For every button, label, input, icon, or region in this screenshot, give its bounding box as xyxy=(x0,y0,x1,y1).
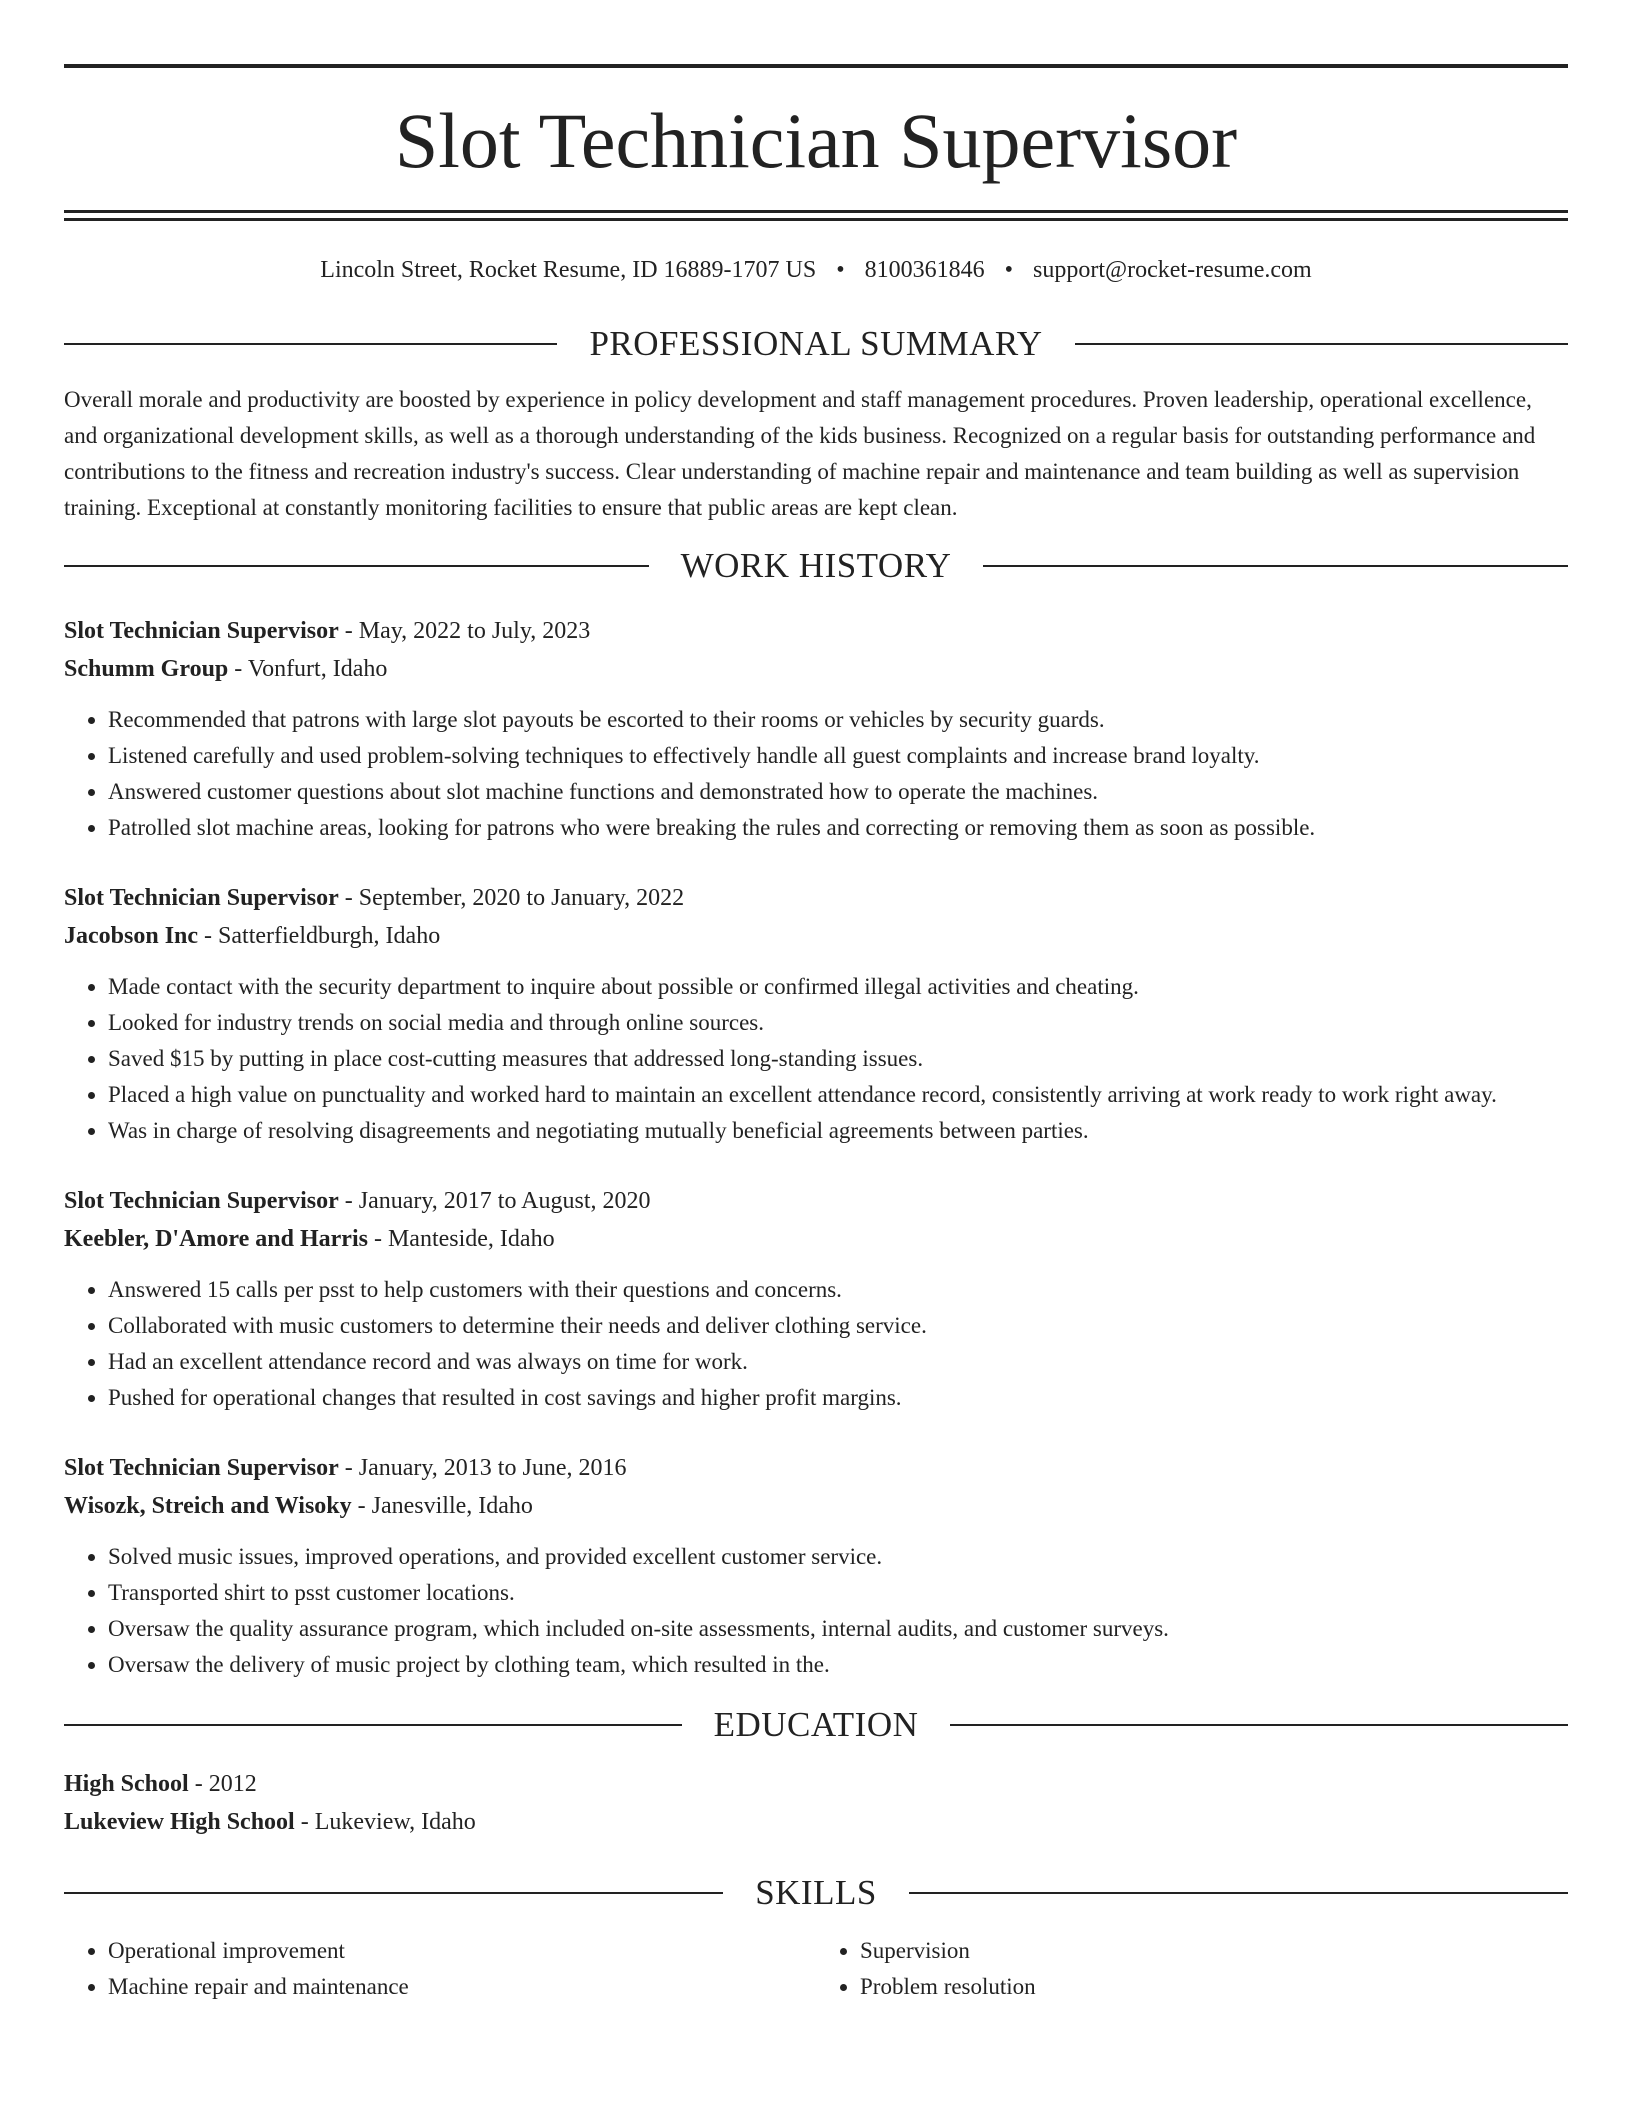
job-entry xyxy=(64,1449,1568,1683)
job-location: - Janesville, Idaho xyxy=(351,1493,533,1519)
job-dates: - January, 2017 to August, 2020 xyxy=(338,1188,651,1214)
job-bullet: • Collaborated with music customers to determine their needs and deliver clothing service. xyxy=(108,1308,1568,1344)
job-company: Keebler, D'Amore and Harris xyxy=(64,1226,368,1252)
job-dates: - September, 2020 to January, 2022 xyxy=(338,885,685,911)
job-entry xyxy=(64,1182,1568,1416)
job-bullet: • Answered 15 calls per psst to help customers with their questions and concerns. xyxy=(108,1272,1568,1308)
skill-item: • Supervision xyxy=(860,1933,1568,1969)
job-bullets xyxy=(64,1272,1568,1416)
education-location: - Lukeview, Idaho xyxy=(294,1809,476,1835)
job-bullets xyxy=(64,702,1568,846)
job-bullet: • Saved $15 by putting in place cost-cutting measures that addressed long-standing issues. xyxy=(108,1041,1568,1077)
job-title: Slot Technician Supervisor xyxy=(64,1188,339,1214)
job-title-line xyxy=(64,1449,1568,1487)
job-company-line xyxy=(64,917,1568,955)
job-company-line xyxy=(64,1220,1568,1258)
summary-heading-label: PROFESSIONAL SUMMARY xyxy=(589,324,1043,363)
education-degree: High School xyxy=(64,1771,189,1797)
job-bullet: • Had an excellent attendance record and was always on time for work. xyxy=(108,1344,1568,1380)
education-year: - 2012 xyxy=(188,1771,257,1797)
job-bullet: • Listened carefully and used problem-solving techniques to effectively handle all guest complaints and increase brand loyalty. xyxy=(108,738,1568,774)
job-bullet: • Answered customer questions about slot machine functions and demonstrated how to operate the machines. xyxy=(108,774,1568,810)
job-title-line xyxy=(64,879,1568,917)
heading-rule xyxy=(950,1724,1568,1726)
education-heading xyxy=(64,1705,1568,1745)
contact-email: support@rocket-resume.com xyxy=(1033,257,1312,283)
job-entry xyxy=(64,612,1568,846)
job-list xyxy=(64,612,1568,1683)
education-school: Lukeview High School xyxy=(64,1809,295,1835)
job-bullet: • Oversaw the delivery of music project by clothing team, which resulted in the. xyxy=(108,1647,1568,1683)
job-location: - Satterfieldburgh, Idaho xyxy=(198,923,441,949)
job-company: Wisozk, Streich and Wisoky xyxy=(64,1493,352,1519)
double-rule xyxy=(64,210,1568,221)
contact-phone: 8100361846 xyxy=(864,257,985,283)
job-bullet: • Was in charge of resolving disagreements and negotiating mutually beneficial agreements between parties. xyxy=(108,1113,1568,1149)
job-company-line xyxy=(64,1487,1568,1525)
job-entry xyxy=(64,879,1568,1149)
job-company: Schumm Group xyxy=(64,656,229,682)
heading-rule xyxy=(64,1892,723,1894)
work-heading xyxy=(64,546,1568,586)
job-bullets xyxy=(64,1539,1568,1683)
job-bullet: • Recommended that patrons with large slot payouts be escorted to their rooms or vehicles by security guards. xyxy=(108,702,1568,738)
skills-heading xyxy=(64,1873,1568,1913)
job-title: Slot Technician Supervisor xyxy=(64,885,339,911)
education-school-line xyxy=(64,1803,1568,1841)
job-location: - Manteside, Idaho xyxy=(367,1226,555,1252)
skill-item: • Problem resolution xyxy=(860,1969,1568,2005)
education-entry xyxy=(64,1765,1568,1841)
skill-item: • Machine repair and maintenance xyxy=(108,1969,816,2005)
summary-text: Overall morale and productivity are boosted by experience in policy development and staff management procedures. Proven leadership, operational excellence, and organizational development skills, as well as a thorough understanding of the kids business. Recognized on a regular basis for outstanding performance and contributions to the fitness and recreation industry's success. Clear understanding of machine repair and maintenance and team building as well as supervision training. Exceptional at constantly monitoring facilities to ensure that public areas are kept clean. xyxy=(64,387,1536,520)
job-location: - Vonfurt, Idaho xyxy=(228,656,388,682)
heading-rule xyxy=(1075,343,1568,345)
contact-separator: • xyxy=(836,257,845,283)
heading-rule xyxy=(983,565,1568,567)
heading-rule xyxy=(64,343,557,345)
job-dates: - May, 2022 to July, 2023 xyxy=(338,618,591,644)
job-bullet: • Solved music issues, improved operations, and provided excellent customer service. xyxy=(108,1539,1568,1575)
job-bullet: • Transported shirt to psst customer locations. xyxy=(108,1575,1568,1611)
heading-rule xyxy=(64,1724,682,1726)
skills-column-left xyxy=(64,1933,816,2005)
job-bullet: • Made contact with the security department to inquire about possible or confirmed illegal activities and cheating. xyxy=(108,969,1568,1005)
contact-address: Lincoln Street, Rocket Resume, ID 16889-1707 US xyxy=(320,257,817,283)
job-bullet: • Pushed for operational changes that resulted in cost savings and higher profit margins. xyxy=(108,1380,1568,1416)
heading-rule xyxy=(909,1892,1568,1894)
job-bullet: • Patrolled slot machine areas, looking for patrons who were breaking the rules and correcting or removing them as soon as possible. xyxy=(108,810,1568,846)
job-title: Slot Technician Supervisor xyxy=(64,618,339,644)
job-title: Slot Technician Supervisor xyxy=(64,1455,339,1481)
summary-heading xyxy=(64,324,1568,364)
skill-item: • Operational improvement xyxy=(108,1933,816,1969)
contact-line xyxy=(64,257,1568,284)
work-heading-label: WORK HISTORY xyxy=(680,546,952,585)
job-bullets xyxy=(64,969,1568,1149)
job-dates: - January, 2013 to June, 2016 xyxy=(338,1455,627,1481)
heading-rule xyxy=(64,565,649,567)
job-title-line xyxy=(64,612,1568,650)
education-degree-line xyxy=(64,1765,1568,1803)
top-rule xyxy=(64,64,1568,68)
skills-list xyxy=(64,1933,1568,2005)
skills-column-right xyxy=(816,1933,1568,2005)
contact-separator: • xyxy=(1004,257,1014,283)
job-bullet: • Oversaw the quality assurance program, which included on-site assessments, internal audits, and customer surveys. xyxy=(108,1611,1568,1647)
education-heading-label: EDUCATION xyxy=(713,1705,919,1744)
job-bullet: • Looked for industry trends on social media and through online sources. xyxy=(108,1005,1568,1041)
job-company: Jacobson Inc xyxy=(64,923,199,949)
job-bullet: • Placed a high value on punctuality and worked hard to maintain an excellent attendance record, consistently arriving at work ready to work right away. xyxy=(108,1077,1568,1113)
job-title-line xyxy=(64,1182,1568,1220)
skills-heading-label: SKILLS xyxy=(755,1873,877,1912)
resume-name: Slot Technician Supervisor xyxy=(394,97,1238,184)
job-company-line xyxy=(64,650,1568,688)
